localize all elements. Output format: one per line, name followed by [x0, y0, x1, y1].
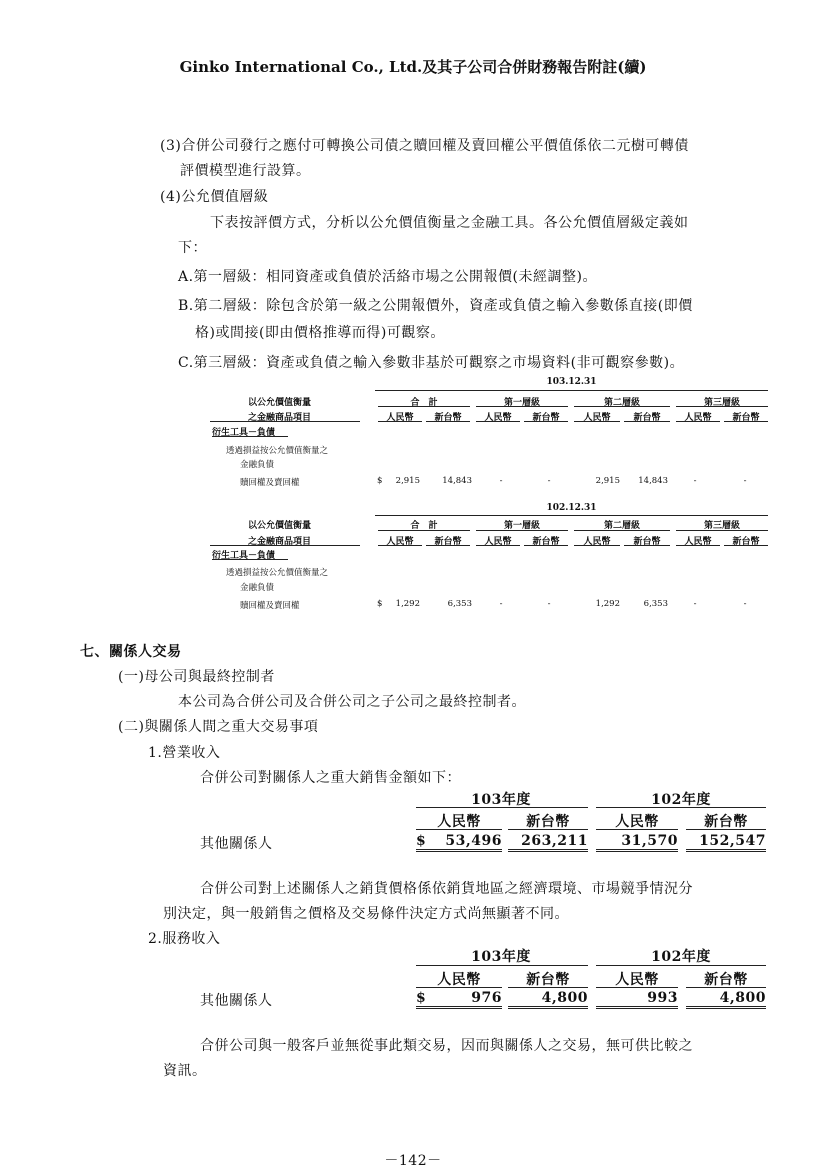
- currency-sign: $: [416, 990, 427, 1006]
- para-3-line1: (3)合併公司發行之應付可轉換公司債之贖回權及賣回權公平價值係依二元樹可轉債: [160, 138, 689, 154]
- subhead: 新台幣: [434, 537, 462, 547]
- para-4-title: (4)公允價值層級: [160, 189, 269, 205]
- section-label: 衍生工具－負債: [212, 428, 276, 438]
- subhead: 新台幣: [532, 537, 560, 547]
- subsection-1-text: 本公司為合併公司及合併公司之子公司之最終控制者。: [178, 694, 526, 710]
- subhead: 新台幣: [633, 537, 661, 547]
- group-level3: 第三層級: [703, 398, 740, 408]
- subhead: 人民幣: [484, 537, 512, 547]
- row-item: 贖回權及賣回權: [240, 478, 300, 488]
- cell-value: 263,211: [521, 833, 588, 849]
- sales-intro: 合併公司對關係人之重大銷售金額如下：: [200, 770, 461, 786]
- level-a: A.第一層級：相同資產或負債於活絡市場之公開報價(未經調整)。: [178, 269, 597, 285]
- year-header: 102年度: [651, 949, 711, 965]
- cell-value: 2,915: [595, 476, 620, 486]
- subhead: 新台幣: [732, 537, 760, 547]
- row-desc-2: 金融負債: [240, 460, 275, 470]
- subhead: 人民幣: [484, 413, 512, 423]
- level-b-line1: B.第二層級：除包含於第一級之公開報價外，資產或負債之輸入參數係直接(即價: [178, 298, 693, 314]
- cell-value: -: [693, 599, 697, 609]
- cell-value: 993: [647, 990, 678, 1006]
- subhead: 人民幣: [615, 972, 659, 988]
- row-desc-1: 透過損益按公允價值衡量之: [226, 446, 329, 456]
- group-level2: 第二層級: [603, 521, 640, 531]
- para-4-line2: 下：: [178, 240, 207, 256]
- subsection-1: (一)母公司與最終控制者: [118, 669, 275, 685]
- cell-value: 152,547: [699, 833, 766, 849]
- group-total: 合 計: [410, 398, 438, 408]
- row-desc-2: 金融負債: [240, 583, 275, 593]
- group-level1: 第一層級: [503, 521, 540, 531]
- para-3-line2: 評價模型進行設算。: [180, 163, 311, 179]
- subhead: 人民幣: [583, 537, 611, 547]
- page-number: －142－: [384, 1153, 442, 1169]
- fv-table-date: 103.12.31: [546, 377, 597, 387]
- subhead: 人民幣: [437, 814, 481, 830]
- cell-value: -: [743, 599, 747, 609]
- subhead: 新台幣: [526, 814, 570, 830]
- para-4-line1: 下表按評價方式，分析以公允價值衡量之金融工具。各公允價值層級定義如: [210, 215, 689, 231]
- subhead: 人民幣: [583, 413, 611, 423]
- subhead: 人民幣: [684, 413, 712, 423]
- sales-note-line1: 合併公司對上述關係人之銷貨價格係依銷貨地區之經濟環境、市場競爭情況分: [200, 881, 693, 897]
- row-header-1: 以公允價值衡量: [248, 521, 312, 531]
- fv-table-date: 102.12.31: [546, 503, 597, 513]
- subhead: 人民幣: [437, 972, 481, 988]
- cell-value: -: [743, 476, 747, 486]
- cell-value: 2,915: [395, 476, 420, 486]
- year-header: 103年度: [471, 949, 531, 965]
- sales-note-line2: 別決定，與一般銷售之價格及交易條件決定方式尚無顯著不同。: [163, 906, 569, 922]
- service-note-line1: 合併公司與一般客戶並無從事此類交易，因而與關係人之交易，無可供比較之: [200, 1038, 693, 1054]
- level-b-line2: 格)或間接(即由價格推導而得)可觀察。: [195, 325, 445, 341]
- cell-value: 31,570: [621, 833, 678, 849]
- group-level1: 第一層級: [503, 398, 540, 408]
- subhead: 人民幣: [684, 537, 712, 547]
- subhead: 新台幣: [704, 814, 748, 830]
- cell-value: 4,800: [541, 990, 588, 1006]
- group-total: 合 計: [410, 521, 438, 531]
- cell-value: 1,292: [595, 599, 620, 609]
- sales-title: 1.營業收入: [148, 745, 221, 761]
- page-header: Ginko International Co., Ltd.及其子公司合併財務報告附註(續): [179, 58, 647, 76]
- section-title: 七、關係人交易: [80, 644, 182, 660]
- section-label: 衍生工具－負債: [212, 551, 276, 561]
- currency-sign: $: [377, 476, 383, 486]
- cell-value: 6,353: [447, 599, 472, 609]
- group-level3: 第三層級: [703, 521, 740, 531]
- cell-value: 14,843: [442, 476, 472, 486]
- row-header-1: 以公允價值衡量: [248, 398, 312, 408]
- cell-value: -: [547, 476, 551, 486]
- cell-value: 4,800: [719, 990, 766, 1006]
- currency-sign: $: [377, 599, 383, 609]
- service-title: 2.服務收入: [148, 931, 221, 947]
- level-c: C.第三層級：資產或負債之輸入參數非基於可觀察之市場資料(非可觀察參數)。: [178, 355, 685, 371]
- row-header-2: 之金融商品項目: [248, 413, 312, 423]
- cell-value: 14,843: [638, 476, 668, 486]
- subhead: 新台幣: [732, 413, 760, 423]
- cell-value: 976: [471, 990, 502, 1006]
- cell-value: -: [693, 476, 697, 486]
- cell-value: 53,496: [445, 833, 502, 849]
- row-item: 贖回權及賣回權: [240, 601, 300, 611]
- row-header-2: 之金融商品項目: [248, 537, 312, 547]
- cell-value: 1,292: [395, 599, 420, 609]
- subhead: 新台幣: [434, 413, 462, 423]
- subhead: 新台幣: [704, 972, 748, 988]
- group-level2: 第二層級: [603, 398, 640, 408]
- year-header: 102年度: [651, 792, 711, 808]
- subsection-2: (二)與關係人間之重大交易事項: [118, 719, 319, 735]
- subhead: 人民幣: [386, 413, 414, 423]
- subhead: 人民幣: [386, 537, 414, 547]
- cell-value: -: [499, 476, 503, 486]
- row-label: 其他關係人: [200, 993, 273, 1009]
- cell-value: -: [547, 599, 551, 609]
- row-label: 其他關係人: [200, 836, 273, 852]
- year-header: 103年度: [471, 792, 531, 808]
- cell-value: -: [499, 599, 503, 609]
- cell-value: 6,353: [643, 599, 668, 609]
- currency-sign: $: [416, 833, 427, 849]
- subhead: 人民幣: [615, 814, 659, 830]
- subhead: 新台幣: [526, 972, 570, 988]
- subhead: 新台幣: [532, 413, 560, 423]
- row-desc-1: 透過損益按公允價值衡量之: [226, 568, 329, 578]
- service-note-line2: 資訊。: [163, 1063, 207, 1079]
- subhead: 新台幣: [633, 413, 661, 423]
